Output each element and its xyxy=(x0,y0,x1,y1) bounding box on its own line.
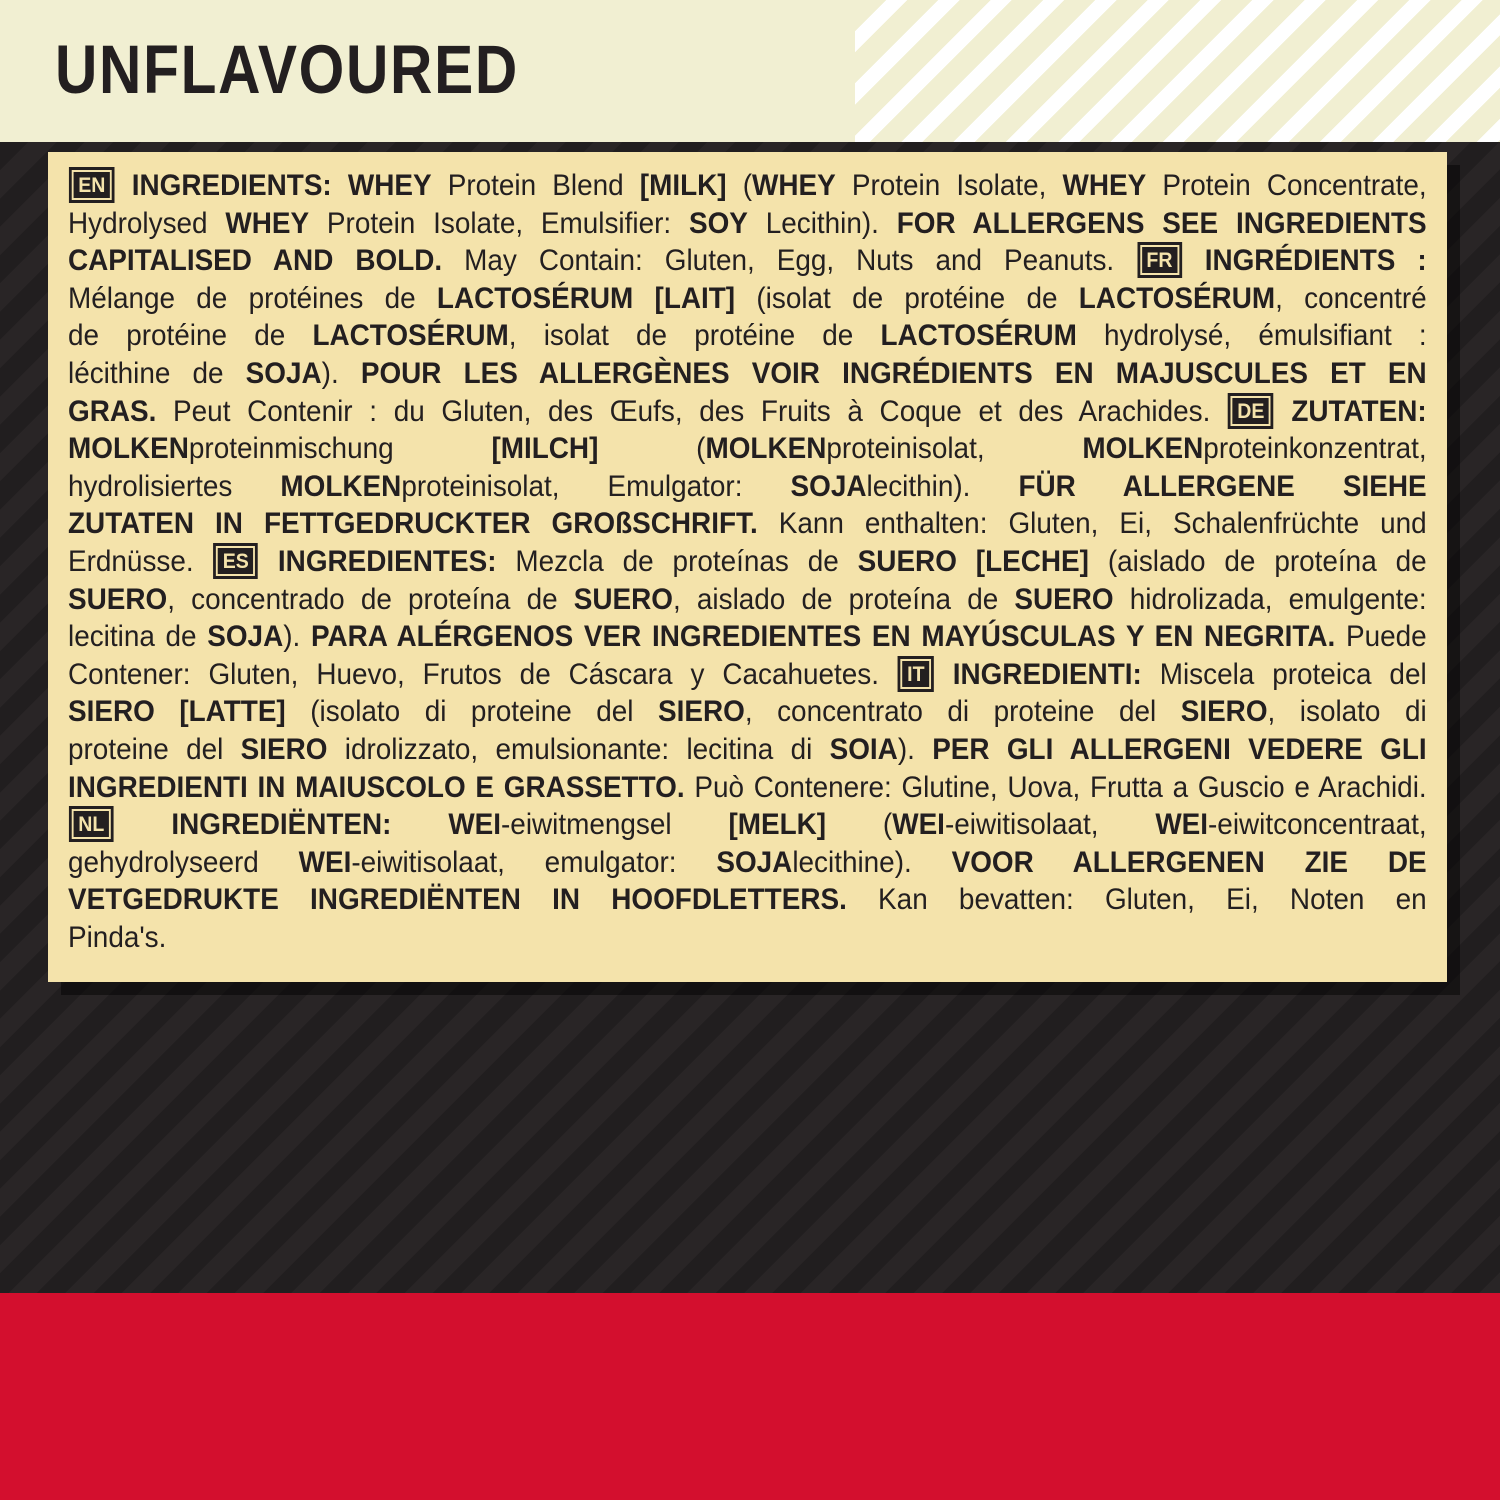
text-segment: hidrolizada, emulgente: xyxy=(1113,582,1427,616)
text-segment: ). xyxy=(321,356,361,390)
ingredients-line-4 xyxy=(68,280,1427,318)
text-segment: Contener: Gluten, Huevo, Frutos de Cáscara y Cacahuetes. xyxy=(68,657,897,691)
ingredients-line-11 xyxy=(68,543,1427,581)
lang-tag-es: ES xyxy=(216,546,255,576)
ingredients-line-16 xyxy=(68,731,1427,769)
text-segment-bold: SOIA xyxy=(829,732,898,766)
text-segment-bold: CAPITALISED AND BOLD. xyxy=(68,244,443,278)
text-segment: idrolizzato, emulsionante: lecitina di xyxy=(327,732,830,766)
text-segment: Può Contenere: Glutine, Uova, Frutta a Guscio e Arachidi. xyxy=(684,770,1427,804)
ingredients-line-1 xyxy=(68,167,1427,205)
text-segment: Pinda's. xyxy=(68,920,167,954)
ingredients-line-14 xyxy=(68,656,1427,694)
ingredients-line-5 xyxy=(68,317,1427,355)
text-segment-bold: SOJA xyxy=(790,469,867,503)
text-segment-bold: SOJA xyxy=(245,356,322,390)
text-segment: proteinisolat, Emulgator: xyxy=(401,469,791,503)
text-segment: Protein Concentrate, xyxy=(1146,169,1427,202)
text-segment-bold: INGREDIENTI: xyxy=(934,657,1142,691)
text-segment-bold: SOY xyxy=(688,206,748,240)
text-segment: Protein Isolate, xyxy=(835,169,1063,202)
text-segment-bold: VETGEDRUKTE INGREDIËNTEN IN HOOFDLETTERS. xyxy=(68,883,847,917)
text-segment: , isolato di xyxy=(1267,695,1427,729)
ingredients-line-3 xyxy=(68,242,1427,280)
text-segment: Miscela proteica del xyxy=(1141,657,1427,691)
text-segment: proteinisolat, xyxy=(826,432,1083,466)
text-segment: lecithin). xyxy=(866,469,1019,503)
text-segment-bold: MOLKEN xyxy=(280,469,402,503)
text-segment-bold: INGREDIËNTEN: WEI xyxy=(114,808,502,842)
text-segment-bold: SOJA xyxy=(716,845,793,879)
text-segment: gehydrolyseerd xyxy=(68,845,299,879)
text-segment-bold: [MILCH] xyxy=(491,432,599,466)
text-segment-bold: SOJA xyxy=(207,620,284,654)
ingredients-line-17 xyxy=(68,769,1427,807)
ingredients-line-15 xyxy=(68,693,1427,731)
text-segment-bold: WHEY xyxy=(752,169,836,202)
lang-tag-nl: NL xyxy=(72,809,111,839)
text-segment: Protein Isolate, Emulsifier: xyxy=(309,206,689,240)
text-segment: Hydrolysed xyxy=(68,206,226,240)
text-segment: , concentrado de proteína de xyxy=(167,582,574,616)
text-segment-bold: [MILK] xyxy=(639,169,727,202)
text-segment-bold: FOR ALLERGENS SEE INGREDIENTS xyxy=(896,206,1427,240)
text-segment: Kann enthalten: Gluten, Ei, Schalenfrüchte und xyxy=(757,507,1427,541)
text-segment-bold: SUERO xyxy=(573,582,673,616)
ingredients-line-7 xyxy=(68,393,1427,431)
text-segment-bold: SUERO xyxy=(1014,582,1114,616)
text-segment: Peut Contenir : du Gluten, des Œufs, des Fruits à Coque et des Arachides. xyxy=(156,394,1228,428)
text-segment: lecithine). xyxy=(792,845,952,879)
text-segment-bold: SIERO xyxy=(1180,695,1268,729)
lang-tag-it: IT xyxy=(901,659,931,689)
text-segment-bold: SIERO xyxy=(240,732,328,766)
ingredients-line-8 xyxy=(68,430,1427,468)
text-segment-bold: PARA ALÉRGENOS VER INGREDIENTES EN MAYÚSCULAS Y EN NEGRITA. xyxy=(310,620,1336,654)
ingredients-line-10 xyxy=(68,505,1427,543)
text-segment: lécithine de xyxy=(68,356,246,390)
text-segment: ( xyxy=(826,808,893,842)
text-segment-bold: LACTOSÉRUM xyxy=(312,319,509,353)
text-segment-bold: MOLKEN xyxy=(68,432,189,466)
text-segment-bold: WHEY xyxy=(225,206,310,240)
ingredients-line-21 xyxy=(68,919,1427,957)
text-segment-bold: FÜR ALLERGENE SIEHE xyxy=(1018,469,1427,503)
text-segment: Mezcla de proteínas de xyxy=(496,544,858,578)
ingredients-line-20 xyxy=(68,881,1427,919)
text-segment-bold: LACTOSÉRUM [LAIT] xyxy=(436,281,736,315)
ingredients-line-12 xyxy=(68,581,1427,619)
text-segment-bold: WHEY xyxy=(1062,169,1147,202)
text-segment-bold: PER GLI ALLERGENI VEDERE GLI xyxy=(932,732,1427,766)
text-segment-bold: WEI xyxy=(298,845,352,879)
header-band xyxy=(0,0,1500,142)
text-segment-bold: INGREDIENTES: xyxy=(259,544,497,578)
text-segment: , concentrato di proteine del xyxy=(744,695,1181,729)
diagonal-stripes-decoration xyxy=(855,0,1500,142)
text-segment-bold: MOLKEN xyxy=(705,432,827,466)
text-segment-bold: VOOR ALLERGENEN ZIE DE xyxy=(951,845,1427,879)
lang-tag-en: EN xyxy=(72,170,112,200)
text-segment: May Contain: Gluten, Egg, Nuts and Peanuts. xyxy=(442,244,1137,278)
ingredients-panel xyxy=(48,152,1447,982)
lang-tag-de: DE xyxy=(1231,396,1271,426)
text-segment: ). xyxy=(897,732,933,766)
text-segment-bold: ZUTATEN IN FETTGEDRUCKTER GROßSCHRIFT. xyxy=(68,507,758,541)
ingredients-line-6 xyxy=(68,355,1427,393)
text-segment: ( xyxy=(726,169,753,202)
text-segment: Puede xyxy=(1335,620,1427,654)
text-segment-bold: SUERO xyxy=(68,582,168,616)
text-segment: hydrolisiertes xyxy=(68,469,281,503)
text-segment: Lecithin). xyxy=(747,206,897,240)
text-segment-bold: WEI xyxy=(1155,808,1209,842)
text-segment-bold: GRAS. xyxy=(68,394,157,428)
text-segment: , concentré xyxy=(1275,281,1427,315)
text-segment: -eiwitisolaat, xyxy=(944,808,1156,842)
ingredients-line-13 xyxy=(68,618,1427,656)
text-segment: Kan bevatten: Gluten, Ei, Noten en xyxy=(846,883,1427,917)
lang-tag-fr: FR xyxy=(1140,245,1179,275)
text-segment-bold: INGRÉDIENTS : xyxy=(1182,244,1427,278)
text-segment: -eiwitmengsel xyxy=(501,808,729,842)
text-segment-bold: INGREDIENTI IN MAIUSCOLO E GRASSETTO. xyxy=(68,770,685,804)
text-segment: , isolat de protéine de xyxy=(508,319,881,353)
text-segment: ( xyxy=(598,432,706,466)
text-segment: (isolato di proteine del xyxy=(285,695,659,729)
text-segment: -eiwitisolaat, emulgator: xyxy=(351,845,717,879)
text-segment: Erdnüsse. xyxy=(68,544,213,578)
text-segment: (aislado de proteína de xyxy=(1088,544,1427,578)
text-segment-bold: LACTOSÉRUM xyxy=(880,319,1077,353)
text-segment-bold: ZUTATEN: xyxy=(1274,394,1427,428)
text-segment-bold: INGREDIENTS: WHEY xyxy=(115,169,432,202)
text-segment: ). xyxy=(283,620,311,654)
text-segment: hydrolysé, émulsifiant : xyxy=(1076,319,1427,353)
text-segment-bold: [MELK] xyxy=(728,808,827,842)
ingredients-line-19 xyxy=(68,844,1427,882)
text-segment-bold: SIERO xyxy=(658,695,745,729)
text-segment-bold: SUERO [LECHE] xyxy=(857,544,1089,578)
text-segment: proteinmischung xyxy=(188,432,492,466)
text-segment: Protein Blend xyxy=(431,169,640,202)
text-segment: Mélange de protéines de xyxy=(68,281,437,315)
text-segment: proteinkonzentrat, xyxy=(1203,432,1427,466)
text-segment-bold: WEI xyxy=(892,808,945,842)
text-segment-bold: LACTOSÉRUM xyxy=(1078,281,1276,315)
text-segment: proteine del xyxy=(68,732,241,766)
text-segment: (isolat de protéine de xyxy=(735,281,1079,315)
text-segment: lecitina de xyxy=(68,620,208,654)
ingredients-line-9 xyxy=(68,468,1427,506)
flavour-title: UNFLAVOURED xyxy=(55,31,519,108)
text-segment-bold: MOLKEN xyxy=(1082,432,1204,466)
text-segment: , aislado de proteína de xyxy=(672,582,1015,616)
text-segment: de protéine de xyxy=(68,319,313,353)
bottom-red-band xyxy=(0,1293,1500,1500)
ingredients-line-18 xyxy=(68,806,1427,844)
text-segment-bold: SIERO [LATTE] xyxy=(68,695,286,729)
ingredients-line-2 xyxy=(68,205,1427,243)
text-segment-bold: POUR LES ALLERGÈNES VOIR INGRÉDIENTS EN MAJUSCULES ET EN xyxy=(360,356,1427,390)
text-segment: -eiwitconcentraat, xyxy=(1208,808,1427,842)
